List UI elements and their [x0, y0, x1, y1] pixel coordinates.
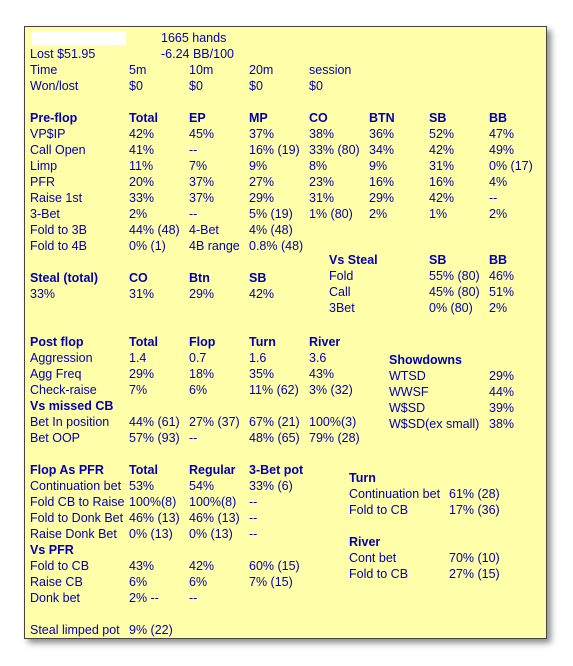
preflop-head-0: Pre-flop	[30, 111, 78, 125]
vs-pfr-cell: 42%	[189, 559, 215, 573]
postflop-head-0: Post flop	[30, 335, 84, 349]
vs-pfr-row-label: Raise CB	[30, 575, 83, 589]
showdowns-cell: 39%	[489, 401, 515, 415]
flop-as-pfr-row-label: Fold to Donk Bet	[30, 511, 124, 525]
preflop-cell: 38%	[309, 127, 335, 141]
turn-cell: 17% (36)	[449, 503, 500, 517]
vs-steal-cell: 0% (80)	[429, 301, 473, 315]
hands-count: 1665 hands	[161, 31, 227, 45]
postflop-cell: 7%	[129, 383, 148, 397]
preflop-cell: --	[189, 207, 198, 221]
preflop-cell: 41%	[129, 143, 155, 157]
vs-steal-cell: 45% (80)	[429, 285, 480, 299]
preflop-head-6: SB	[429, 111, 447, 125]
preflop-cell: 9%	[249, 159, 268, 173]
showdowns-row-label: WWSF	[389, 385, 429, 399]
vs-pfr-row-label: Fold to CB	[30, 559, 90, 573]
vs-missed-cb-row-label: Bet In position	[30, 415, 110, 429]
preflop-cell: 45%	[189, 127, 215, 141]
preflop-cell: 9%	[369, 159, 388, 173]
preflop-cell: 16% (19)	[249, 143, 300, 157]
preflop-cell: 42%	[429, 143, 455, 157]
river-cell: 27% (15)	[449, 567, 500, 581]
postflop-cell: 3% (32)	[309, 383, 353, 397]
river-cell: 70% (10)	[449, 551, 500, 565]
flop-as-pfr-head-2: Regular	[189, 463, 236, 477]
preflop-cell: 16%	[429, 175, 455, 189]
time-label: Time	[30, 63, 58, 77]
postflop-cell: 35%	[249, 367, 275, 381]
vs-pfr-cell: 2% --	[129, 591, 159, 605]
vs-steal-row-label: 3Bet	[329, 301, 355, 315]
preflop-cell: 16%	[369, 175, 395, 189]
vs-steal-cell: 46%	[489, 269, 515, 283]
postflop-row-label: Check-raise	[30, 383, 97, 397]
turn-cell: 61% (28)	[449, 487, 500, 501]
preflop-cell: 29%	[369, 191, 395, 205]
vs-pfr-cell: 6%	[129, 575, 148, 589]
flop-as-pfr-cell: 46% (13)	[189, 511, 240, 525]
preflop-cell: 2%	[489, 207, 508, 221]
steal-cell: 31%	[129, 287, 155, 301]
preflop-row-label: VP$IP	[30, 127, 66, 141]
postflop-cell: 1.4	[129, 351, 147, 365]
vs-missed-cb-cell: 79% (28)	[309, 431, 360, 445]
preflop-cell: 0% (17)	[489, 159, 533, 173]
vs-missed-cb-row-label: Bet OOP	[30, 431, 81, 445]
preflop-cell: 33% (80)	[309, 143, 360, 157]
preflop-cell: 1% (80)	[309, 207, 353, 221]
flop-as-pfr-cell: 100%(8)	[129, 495, 177, 509]
steal-head-3: SB	[249, 271, 267, 285]
flop-as-pfr-head-3: 3-Bet pot	[249, 463, 304, 477]
time-20m: 20m	[249, 63, 274, 77]
vs-pfr-heading: Vs PFR	[30, 543, 74, 557]
bb-per-100: -6.24 BB/100	[161, 47, 234, 61]
postflop-row-label: Aggression	[30, 351, 93, 365]
vs-pfr-cell: 7% (15)	[249, 575, 293, 589]
steal-limped-pot-label: Steal limped pot	[30, 623, 120, 637]
4bet-label: 4-Bet	[189, 223, 219, 237]
vs-missed-cb-cell: 44% (61)	[129, 415, 180, 429]
postflop-cell: 1.6	[249, 351, 267, 365]
showdowns-heading: Showdowns	[389, 353, 462, 367]
wonlost-20m: $0	[249, 79, 263, 93]
preflop-cell: 37%	[249, 127, 275, 141]
flop-as-pfr-cell: 54%	[189, 479, 215, 493]
vs-pfr-cell: 6%	[189, 575, 208, 589]
postflop-row-label: Agg Freq	[30, 367, 82, 381]
fold-to-3bet-value: 44% (48)	[129, 223, 180, 237]
postflop-head-3: Turn	[249, 335, 276, 349]
preflop-cell: 2%	[369, 207, 388, 221]
steal-limped-pot-value: 9% (22)	[129, 623, 173, 637]
postflop-cell: 11% (62)	[249, 383, 299, 397]
steal-head-1: CO	[129, 271, 148, 285]
flop-as-pfr-head-0: Flop As PFR	[30, 463, 104, 477]
flop-as-pfr-cell: 46% (13)	[129, 511, 180, 525]
4bet-range-label: 4B range	[189, 239, 240, 253]
showdowns-cell: 44%	[489, 385, 515, 399]
preflop-cell: 37%	[189, 175, 215, 189]
preflop-cell: 37%	[189, 191, 215, 205]
vs-pfr-cell: --	[189, 591, 198, 605]
postflop-cell: 18%	[189, 367, 215, 381]
vs-steal-head-2: BB	[489, 253, 508, 267]
steal-cell: 42%	[249, 287, 275, 301]
river-row-label: Fold to CB	[349, 567, 409, 581]
postflop-cell: 6%	[189, 383, 208, 397]
showdowns-cell: 29%	[489, 369, 515, 383]
hud-stats-panel	[24, 26, 547, 639]
flop-as-pfr-head-1: Total	[129, 463, 158, 477]
postflop-head-4: River	[309, 335, 341, 349]
preflop-cell: 8%	[309, 159, 328, 173]
postflop-head-2: Flop	[189, 335, 216, 349]
showdowns-row-label: W$SD(ex small)	[389, 417, 480, 431]
vs-missed-cb-cell: --	[189, 431, 198, 445]
preflop-head-5: BTN	[369, 111, 395, 125]
preflop-cell: --	[189, 143, 198, 157]
steal-row-label: 33%	[30, 287, 56, 301]
vs-pfr-cell: 60% (15)	[249, 559, 300, 573]
wonlost-label: Won/lost	[30, 79, 79, 93]
preflop-head-3: MP	[249, 111, 268, 125]
vs-missed-cb-cell: 48% (65)	[249, 431, 300, 445]
preflop-cell: 31%	[309, 191, 335, 205]
showdowns-row-label: W$SD	[389, 401, 426, 415]
showdowns-row-label: WTSD	[389, 369, 426, 383]
preflop-row-label: Limp	[30, 159, 58, 173]
preflop-head-2: EP	[189, 111, 206, 125]
preflop-cell: 52%	[429, 127, 455, 141]
vs-steal-cell: 51%	[489, 285, 515, 299]
flop-as-pfr-cell: 0% (13)	[129, 527, 173, 541]
vs-steal-cell: 55% (80)	[429, 269, 480, 283]
flop-as-pfr-row-label: Continuation bet	[30, 479, 122, 493]
fold-to-4bet-label: Fold to 4B	[30, 239, 87, 253]
lost-amount: Lost $51.95	[30, 47, 96, 61]
flop-as-pfr-row-label: Fold CB to Raise	[30, 495, 125, 509]
postflop-cell: 29%	[129, 367, 155, 381]
river-heading: River	[349, 535, 381, 549]
preflop-cell: 34%	[369, 143, 395, 157]
postflop-cell: 0.7	[189, 351, 207, 365]
preflop-cell: 2%	[129, 207, 148, 221]
flop-as-pfr-cell: 33% (6)	[249, 479, 293, 493]
flop-as-pfr-cell: 0% (13)	[189, 527, 233, 541]
preflop-head-4: CO	[309, 111, 328, 125]
turn-heading: Turn	[349, 471, 376, 485]
vs-missed-cb-cell: 100%(3)	[309, 415, 357, 429]
time-5m: 5m	[129, 63, 147, 77]
vs-missed-cb-cell: 27% (37)	[189, 415, 240, 429]
vs-pfr-cell: 43%	[129, 559, 155, 573]
steal-cell: 29%	[189, 287, 215, 301]
preflop-cell: 27%	[249, 175, 275, 189]
flop-as-pfr-cell: --	[249, 495, 258, 509]
preflop-cell: 31%	[429, 159, 455, 173]
flop-as-pfr-cell: 100%(8)	[189, 495, 237, 509]
fold-to-4bet-value: 0% (1)	[129, 239, 166, 253]
postflop-cell: 3.6	[309, 351, 327, 365]
4bet-value: 4% (48)	[249, 223, 293, 237]
preflop-cell: 1%	[429, 207, 448, 221]
preflop-cell: 20%	[129, 175, 155, 189]
vs-steal-row-label: Fold	[329, 269, 354, 283]
preflop-cell: 29%	[249, 191, 275, 205]
preflop-cell: 4%	[489, 175, 508, 189]
preflop-cell: 11%	[129, 159, 154, 173]
wonlost-session: $0	[309, 79, 323, 93]
vs-steal-head-1: SB	[429, 253, 447, 267]
preflop-row-label: 3-Bet	[30, 207, 60, 221]
preflop-head-7: BB	[489, 111, 508, 125]
river-row-label: Cont bet	[349, 551, 397, 565]
time-10m: 10m	[189, 63, 214, 77]
vs-missed-cb-cell: 57% (93)	[129, 431, 180, 445]
preflop-cell: --	[489, 191, 498, 205]
4bet-range-value: 0.8% (48)	[249, 239, 304, 253]
preflop-row-label: Raise 1st	[30, 191, 83, 205]
redacted-player-name	[31, 31, 126, 45]
preflop-cell: 42%	[129, 127, 155, 141]
preflop-cell: 5% (19)	[249, 207, 293, 221]
vs-missed-cb-heading: Vs missed CB	[30, 399, 114, 413]
flop-as-pfr-cell: 53%	[129, 479, 155, 493]
preflop-row-label: PFR	[30, 175, 55, 189]
preflop-cell: 36%	[369, 127, 395, 141]
preflop-cell: 49%	[489, 143, 515, 157]
wonlost-5m: $0	[129, 79, 143, 93]
vs-pfr-row-label: Donk bet	[30, 591, 81, 605]
showdowns-cell: 38%	[489, 417, 515, 431]
flop-as-pfr-cell: --	[249, 511, 258, 525]
postflop-cell: 43%	[309, 367, 335, 381]
preflop-cell: 23%	[309, 175, 335, 189]
wonlost-10m: $0	[189, 79, 203, 93]
flop-as-pfr-row-label: Raise Donk Bet	[30, 527, 117, 541]
preflop-cell: 33%	[129, 191, 155, 205]
turn-row-label: Fold to CB	[349, 503, 409, 517]
preflop-row-label: Call Open	[30, 143, 86, 157]
preflop-head-1: Total	[129, 111, 158, 125]
vs-steal-cell: 2%	[489, 301, 508, 315]
preflop-cell: 47%	[489, 127, 515, 141]
flop-as-pfr-cell: --	[249, 527, 258, 541]
preflop-cell: 42%	[429, 191, 455, 205]
time-session: session	[309, 63, 352, 77]
vs-missed-cb-cell: 67% (21)	[249, 415, 300, 429]
steal-head-0: Steal (total)	[30, 271, 99, 285]
steal-head-2: Btn	[189, 271, 210, 285]
preflop-cell: 7%	[189, 159, 208, 173]
vs-steal-head-0: Vs Steal	[329, 253, 378, 267]
turn-row-label: Continuation bet	[349, 487, 441, 501]
vs-steal-row-label: Call	[329, 285, 351, 299]
postflop-head-1: Total	[129, 335, 158, 349]
fold-to-3bet-label: Fold to 3B	[30, 223, 87, 237]
